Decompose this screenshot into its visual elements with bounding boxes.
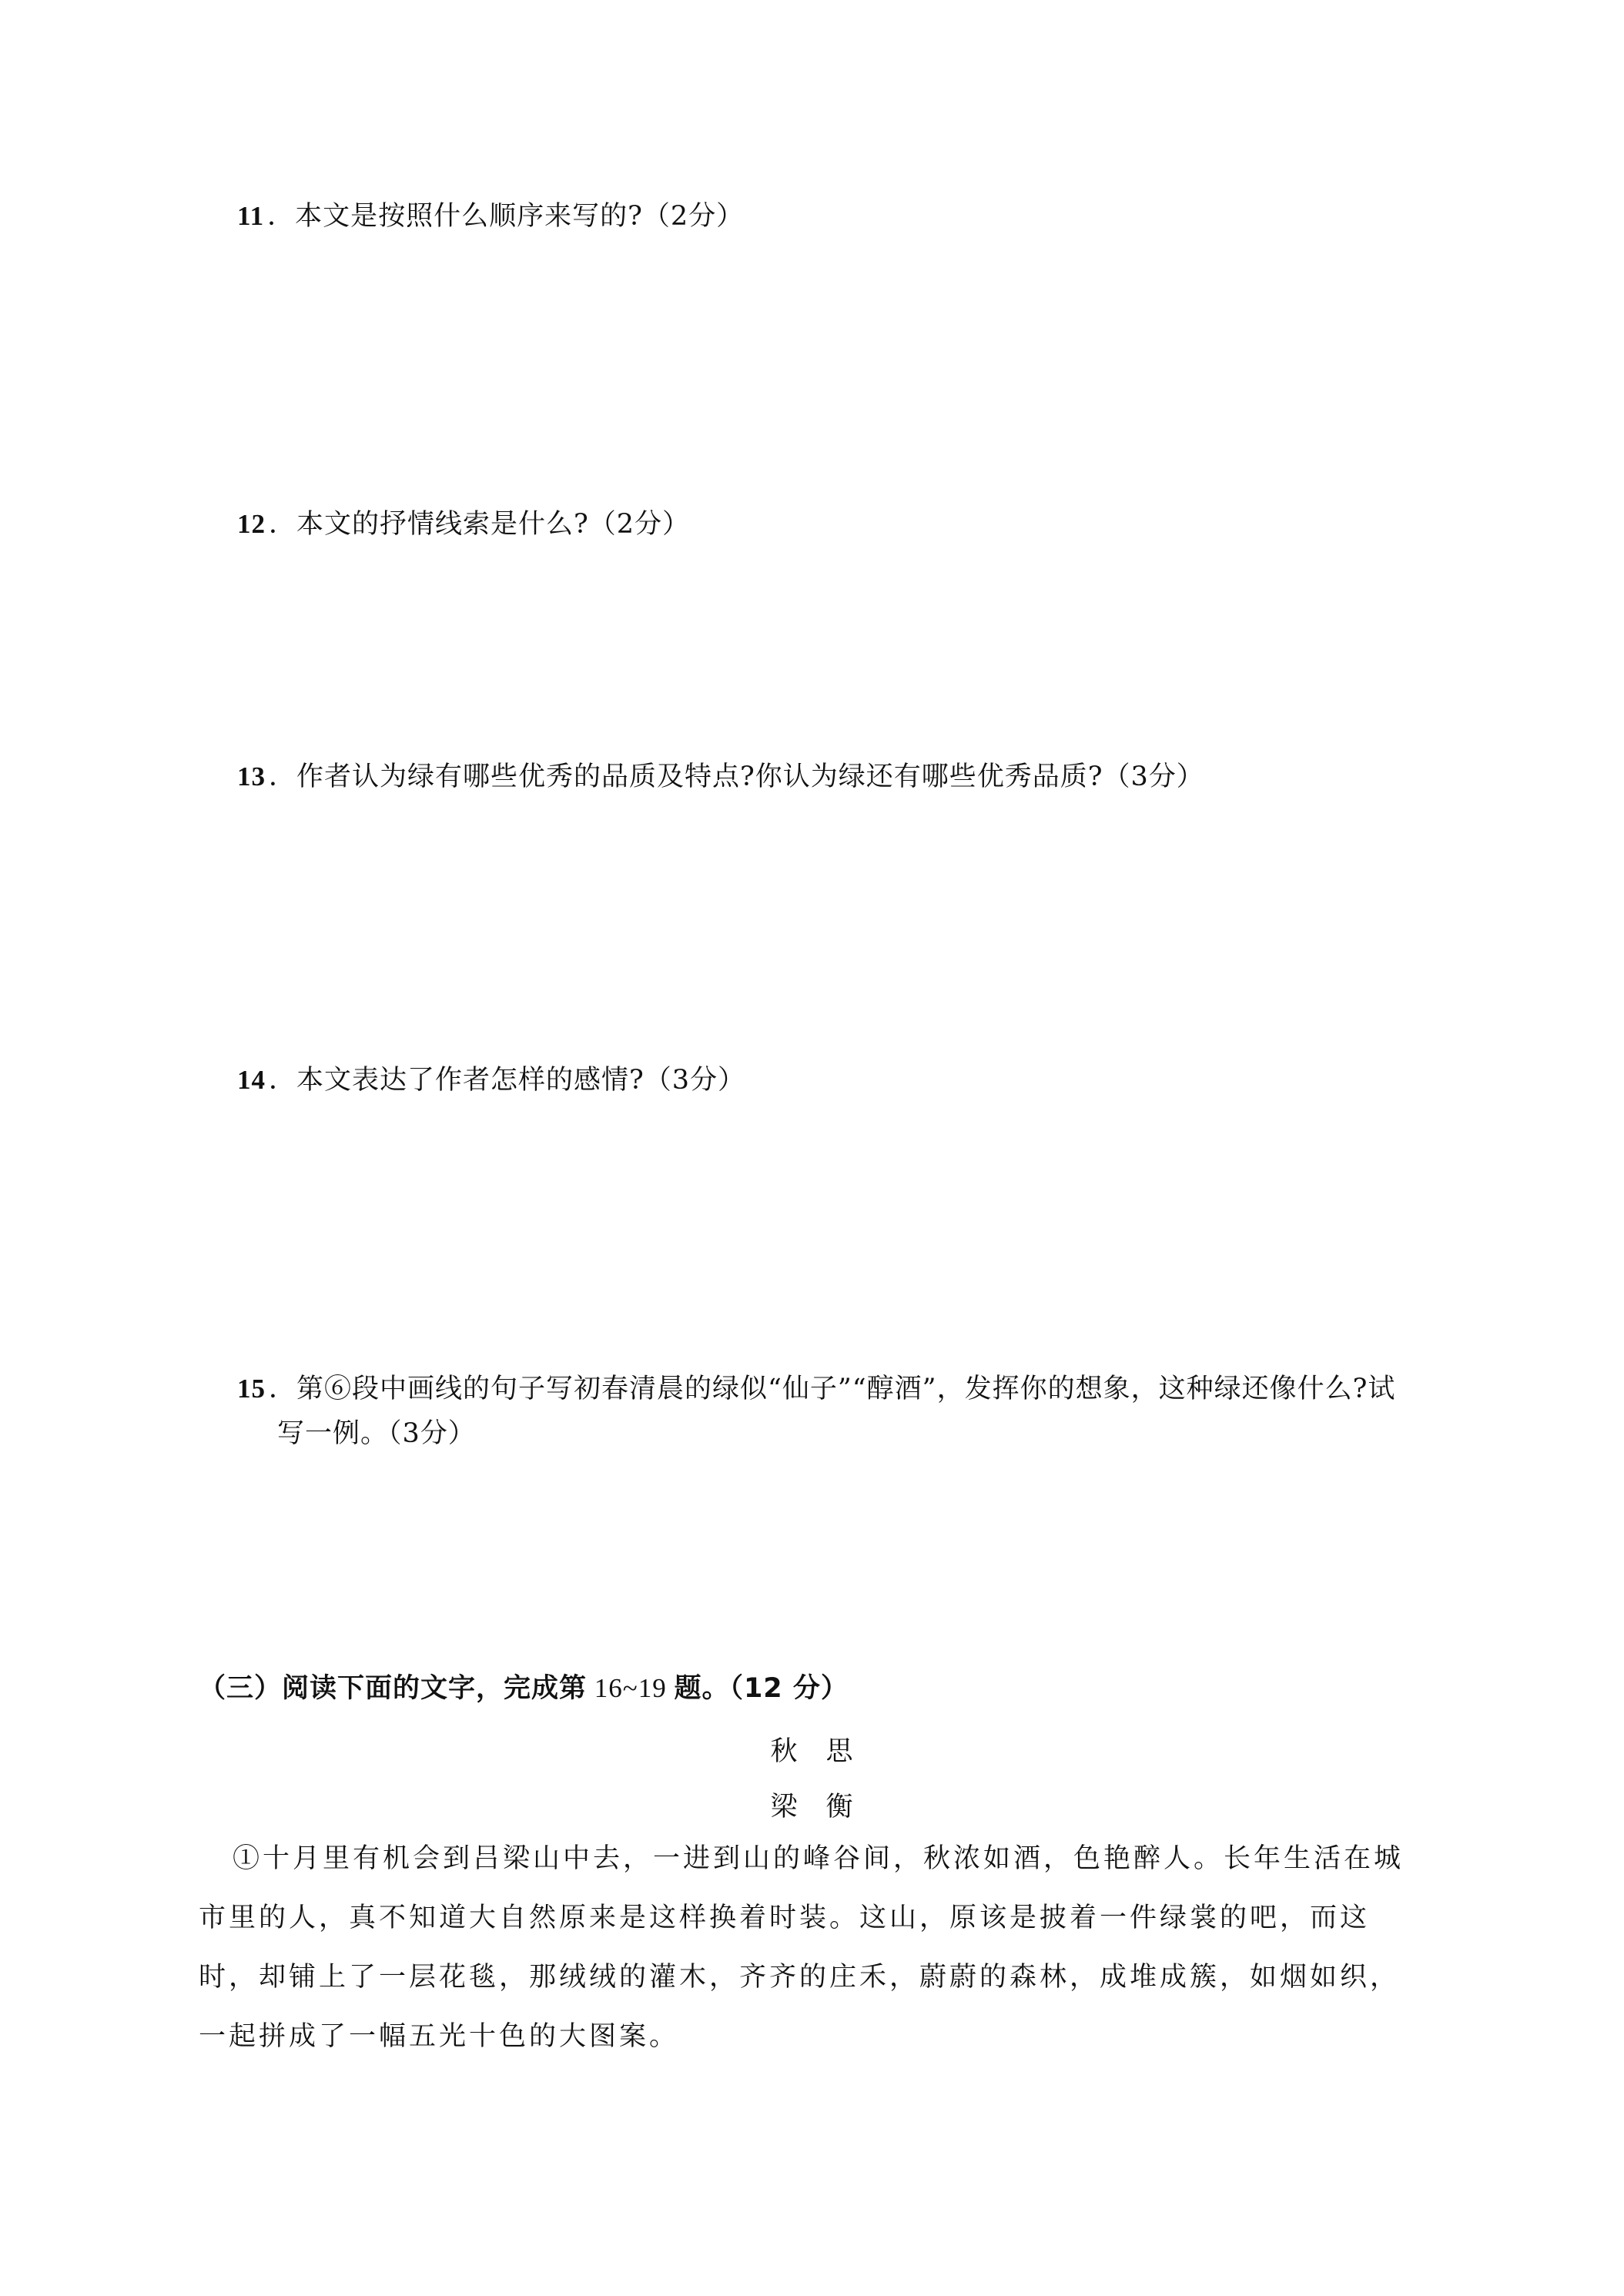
question-11 bbox=[237, 194, 1438, 239]
passage-title: 秋 思 bbox=[770, 1736, 854, 1767]
question-text: ．本文是按照什么顺序来写的?（2分） bbox=[267, 201, 745, 232]
passage-author: 梁 衡 bbox=[770, 1792, 854, 1822]
question-number: 15 bbox=[237, 1374, 266, 1404]
question-13 bbox=[237, 755, 1438, 799]
section-heading bbox=[199, 1669, 849, 1708]
question-14 bbox=[237, 1058, 1438, 1103]
section-heading-a: （三）阅读下面的文字，完成第 bbox=[199, 1673, 588, 1704]
section-heading-b: 题。（12 分） bbox=[674, 1673, 849, 1704]
question-12 bbox=[237, 502, 1438, 547]
question-text: ．本文表达了作者怎样的感情?（3分） bbox=[269, 1065, 746, 1096]
question-text-continued: 写一例。（3分） bbox=[277, 1418, 476, 1449]
question-15 bbox=[237, 1367, 1438, 1456]
passage-paragraph-1: ①十月里有机会到吕梁山中去，一进到山的峰谷间，秋浓如酒，色艳醉人。长年生活在城市里的人，真不知道大自然原来是这样换着时装。这山，原该是披着一件绿裳的吧，而这时，却铺上了一层花毯，那绒绒的灌木，齐齐的庄禾，蔚蔚的森林，成堆成簇，如烟如织，一起拼成了一幅五光十色的大图案。 bbox=[199, 1843, 1405, 2052]
question-number: 14 bbox=[237, 1065, 266, 1095]
section-question-range: 16~19 bbox=[587, 1673, 675, 1703]
question-text: ．本文的抒情线索是什么?（2分） bbox=[269, 509, 691, 540]
question-number: 11 bbox=[237, 201, 265, 231]
question-number: 12 bbox=[237, 509, 266, 539]
question-number: 13 bbox=[237, 761, 266, 792]
question-text: ．作者认为绿有哪些优秀的品质及特点?你认为绿还有哪些优秀品质?（3分） bbox=[269, 761, 1204, 792]
question-text: ．第⑥段中画线的句子写初春清晨的绿似“仙子”“醇酒”，发挥你的想象，这种绿还像什么?试 bbox=[269, 1374, 1396, 1404]
